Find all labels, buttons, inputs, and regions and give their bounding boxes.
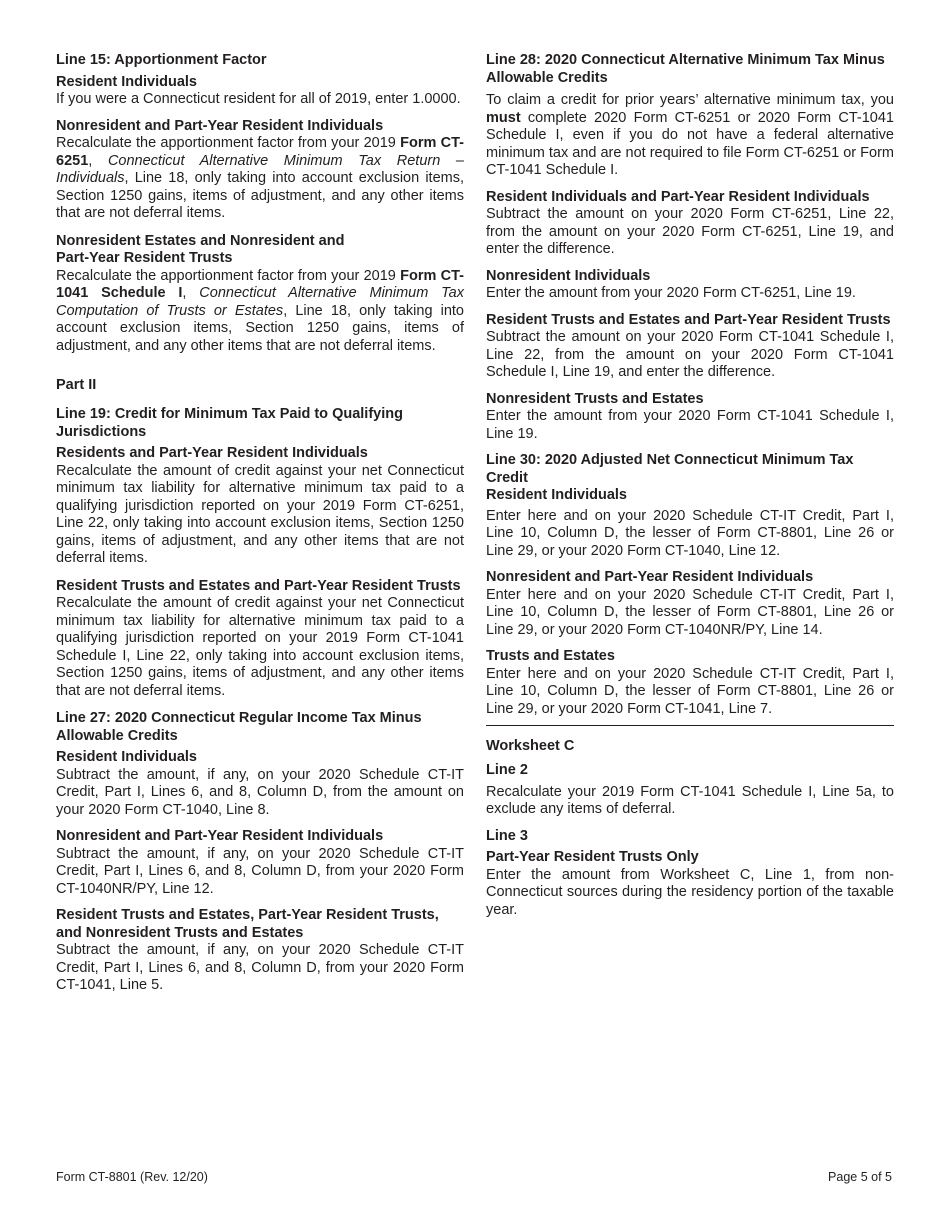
form-ref: Form CT-1041 Schedule I bbox=[56, 267, 464, 301]
footer-page-number: Page 5 of 5 bbox=[828, 1170, 892, 1184]
line27-resident-section bbox=[56, 749, 464, 819]
text-run: Recalculate the apportionment factor from your 2019 bbox=[56, 135, 401, 151]
line27-heading: Line 27: 2020 Connecticut Regular Income Tax Minus Allowable Credits bbox=[56, 710, 422, 744]
footer-form-id: Form CT-8801 (Rev. 12/20) bbox=[56, 1170, 208, 1184]
line30-trusts-section bbox=[486, 648, 894, 718]
line28-nonresident-section bbox=[486, 268, 894, 303]
line28-residents-section bbox=[486, 189, 894, 259]
section-divider bbox=[486, 725, 894, 726]
form-ref: Form CT-6251 bbox=[56, 135, 464, 169]
line15-nonresident-heading: Nonresident and Part-Year Resident Individuals bbox=[56, 117, 384, 134]
emphasis-must: must bbox=[486, 109, 521, 126]
line30-resident-section bbox=[486, 487, 894, 560]
line27-trusts-heading-2: and Nonresident Trusts and Estates bbox=[56, 924, 304, 941]
line15-nonresident-section bbox=[56, 118, 464, 223]
line28-nonresident-trusts-section bbox=[486, 391, 894, 444]
line28-nonresident-heading: Nonresident Individuals bbox=[486, 267, 651, 284]
worksheet-c-line3-text: Enter the amount from Worksheet C, Line 1, from non-Connecticut sources during the residency portion of the taxable year. bbox=[486, 866, 894, 918]
right-column bbox=[486, 52, 894, 919]
form-title: Connecticut Alternative Minimum Tax Computation of Trusts or Estates bbox=[56, 285, 464, 319]
line30-nonresident-heading: Nonresident and Part-Year Resident Individuals bbox=[486, 569, 814, 585]
worksheet-c-line3-subheading: Part-Year Resident Trusts Only bbox=[486, 849, 699, 865]
worksheet-c-line3-heading: Line 3 bbox=[486, 827, 528, 844]
worksheet-c-line2-heading: Line 2 bbox=[486, 762, 528, 778]
line19-heading: Line 19: Credit for Minimum Tax Paid to Qualifying Jurisdictions bbox=[56, 406, 403, 440]
text-run: , bbox=[88, 152, 108, 169]
line27-nonresident-text: Subtract the amount, if any, on your 2020 Schedule CT-IT Credit, Part I, Lines 6, and 8, Column D, from your 2020 Form CT-1040NR/PY, Line 12. bbox=[56, 845, 464, 897]
line30-heading: Line 30: 2020 Adjusted Net Connecticut Minimum Tax Credit bbox=[486, 452, 854, 486]
part-ii-heading: Part II bbox=[56, 377, 97, 393]
line15-estates-heading-2: Part-Year Resident Trusts bbox=[56, 250, 233, 266]
line19-trusts-heading: Resident Trusts and Estates and Part-Year Resident Trusts bbox=[56, 577, 461, 594]
line27-trusts-heading-1: Resident Trusts and Estates, Part-Year Resident Trusts, bbox=[56, 907, 439, 923]
line15-resident-heading: Resident Individuals bbox=[56, 73, 197, 90]
line27-trusts-section bbox=[56, 907, 464, 995]
line15-nonresident-text bbox=[56, 135, 464, 223]
line30-resident-heading: Resident Individuals bbox=[486, 487, 627, 503]
worksheet-c-line2-text: Recalculate your 2019 Form CT-1041 Schedule I, Line 5a, to exclude any items of deferral. bbox=[486, 783, 894, 817]
text-run: complete 2020 Form CT-6251 or 2020 Form CT-1041 Schedule I, even if you do not have a federal alternative minimum tax and are not required to file Form CT-6251 or Form CT-1041 Schedule I. bbox=[486, 109, 894, 178]
text-run: , Line 18, only taking into account exclusion items, Section 1250 gains, items of adjustment, and any other items that are not deferral items. bbox=[56, 170, 464, 221]
line30-trusts-text: Enter here and on your 2020 Schedule CT-IT Credit, Part I, Line 10, Column D, the lesser of Form CT-8801, Line 26 or Line 29, or your 2020 Form CT-1041, Line 7. bbox=[486, 665, 894, 717]
line30-nonresident-section bbox=[486, 569, 894, 639]
line30-trusts-heading: Trusts and Estates bbox=[486, 648, 615, 664]
line28-trusts-section bbox=[486, 312, 894, 382]
line15-estates-heading-1: Nonresident Estates and Nonresident and bbox=[56, 232, 345, 249]
line27-resident-text: Subtract the amount, if any, on your 2020 Schedule CT-IT Credit, Part I, Lines 6, and 8, Column D, from the amount on your 2020 Form CT-1040, Line 8. bbox=[56, 766, 464, 818]
line28-nonresident-trusts-heading: Nonresident Trusts and Estates bbox=[486, 390, 704, 407]
line15-estates-text bbox=[56, 268, 464, 356]
line19-residents-text: Recalculate the amount of credit against your net Connecticut minimum tax liability for alternative minimum tax paid to a qualifying jurisdiction reported on your 2019 Form CT-6251, Line 22, only taking into account exclusion items, Section 1250 gains, items of adjustment, and any other items that are not deferral items. bbox=[56, 462, 464, 566]
line30-resident-text: Enter here and on your 2020 Schedule CT-IT Credit, Part I, Line 10, Column D, the lesser of Form CT-8801, Line 26 or Line 29, or your 2020 Form CT-1040, Line 12. bbox=[486, 507, 894, 559]
text-run: To claim a credit for prior years’ alternative minimum tax, you bbox=[486, 92, 894, 108]
line28-trusts-heading: Resident Trusts and Estates and Part-Year Resident Trusts bbox=[486, 311, 891, 328]
line28-intro-text bbox=[486, 92, 894, 180]
line28-nonresident-text: Enter the amount from your 2020 Form CT-6251, Line 19. bbox=[486, 285, 856, 301]
line28-trusts-text: Subtract the amount on your 2020 Form CT-1041 Schedule I, Line 22, from the amount on your 2020 Form CT-1041 Schedule I, Line 19, and enter the difference. bbox=[486, 329, 894, 380]
text-run: , bbox=[182, 285, 200, 301]
line19-trusts-section bbox=[56, 578, 464, 701]
line27-trusts-text: Subtract the amount, if any, on your 2020 Schedule CT-IT Credit, Part I, Lines 6, and 8, Column D, from your 2020 Form CT-1041, Line 5. bbox=[56, 942, 464, 993]
text-run: , Line 18, only taking into account exclusion items, Section 1250 gains, items of adjustment, and any other items that are not deferral items. bbox=[56, 302, 464, 354]
line27-nonresident-heading: Nonresident and Part-Year Resident Individuals bbox=[56, 828, 384, 844]
line15-heading: Line 15: Apportionment Factor bbox=[56, 52, 267, 68]
line27-resident-heading: Resident Individuals bbox=[56, 749, 197, 765]
line19-residents-heading: Residents and Part-Year Resident Individuals bbox=[56, 445, 368, 461]
line15-estates-section bbox=[56, 233, 464, 356]
line19-residents-section bbox=[56, 445, 464, 568]
worksheet-c-heading: Worksheet C bbox=[486, 738, 575, 754]
line28-residents-heading: Resident Individuals and Part-Year Resident Individuals bbox=[486, 188, 870, 205]
line28-nonresident-trusts-text: Enter the amount from your 2020 Form CT-1041 Schedule I, Line 19. bbox=[486, 408, 894, 442]
line15-resident-text: If you were a Connecticut resident for all of 2019, enter 1.0000. bbox=[56, 91, 461, 107]
line30-nonresident-text: Enter here and on your 2020 Schedule CT-IT Credit, Part I, Line 10, Column D, the lesser of Form CT-8801, Line 26 or Line 29, or your 2020 Form CT-1040NR/PY, Line 14. bbox=[486, 586, 894, 638]
text-run: Recalculate the apportionment factor from your 2019 bbox=[56, 267, 401, 284]
form-title: Connecticut Alternative Minimum Tax Return – Individuals bbox=[56, 152, 464, 186]
left-column bbox=[56, 52, 464, 1002]
line15-resident-section bbox=[56, 74, 464, 109]
line28-heading: Line 28: 2020 Connecticut Alternative Minimum Tax Minus Allowable Credits bbox=[486, 52, 885, 86]
line19-trusts-text: Recalculate the amount of credit against your net Connecticut minimum tax liability for alternative minimum tax paid to a qualifying jurisdiction reported on your 2019 Form CT-1041 Schedule I, Line 22, only taking into account exclusion items, Section 1250 gains, items of adjustment, and any other items that are not deferral items. bbox=[56, 595, 464, 699]
line27-nonresident-section bbox=[56, 828, 464, 898]
line28-residents-text: Subtract the amount on your 2020 Form CT-6251, Line 22, from the amount on your 2020 Form CT-6251, Line 19, and enter the difference. bbox=[486, 206, 894, 257]
